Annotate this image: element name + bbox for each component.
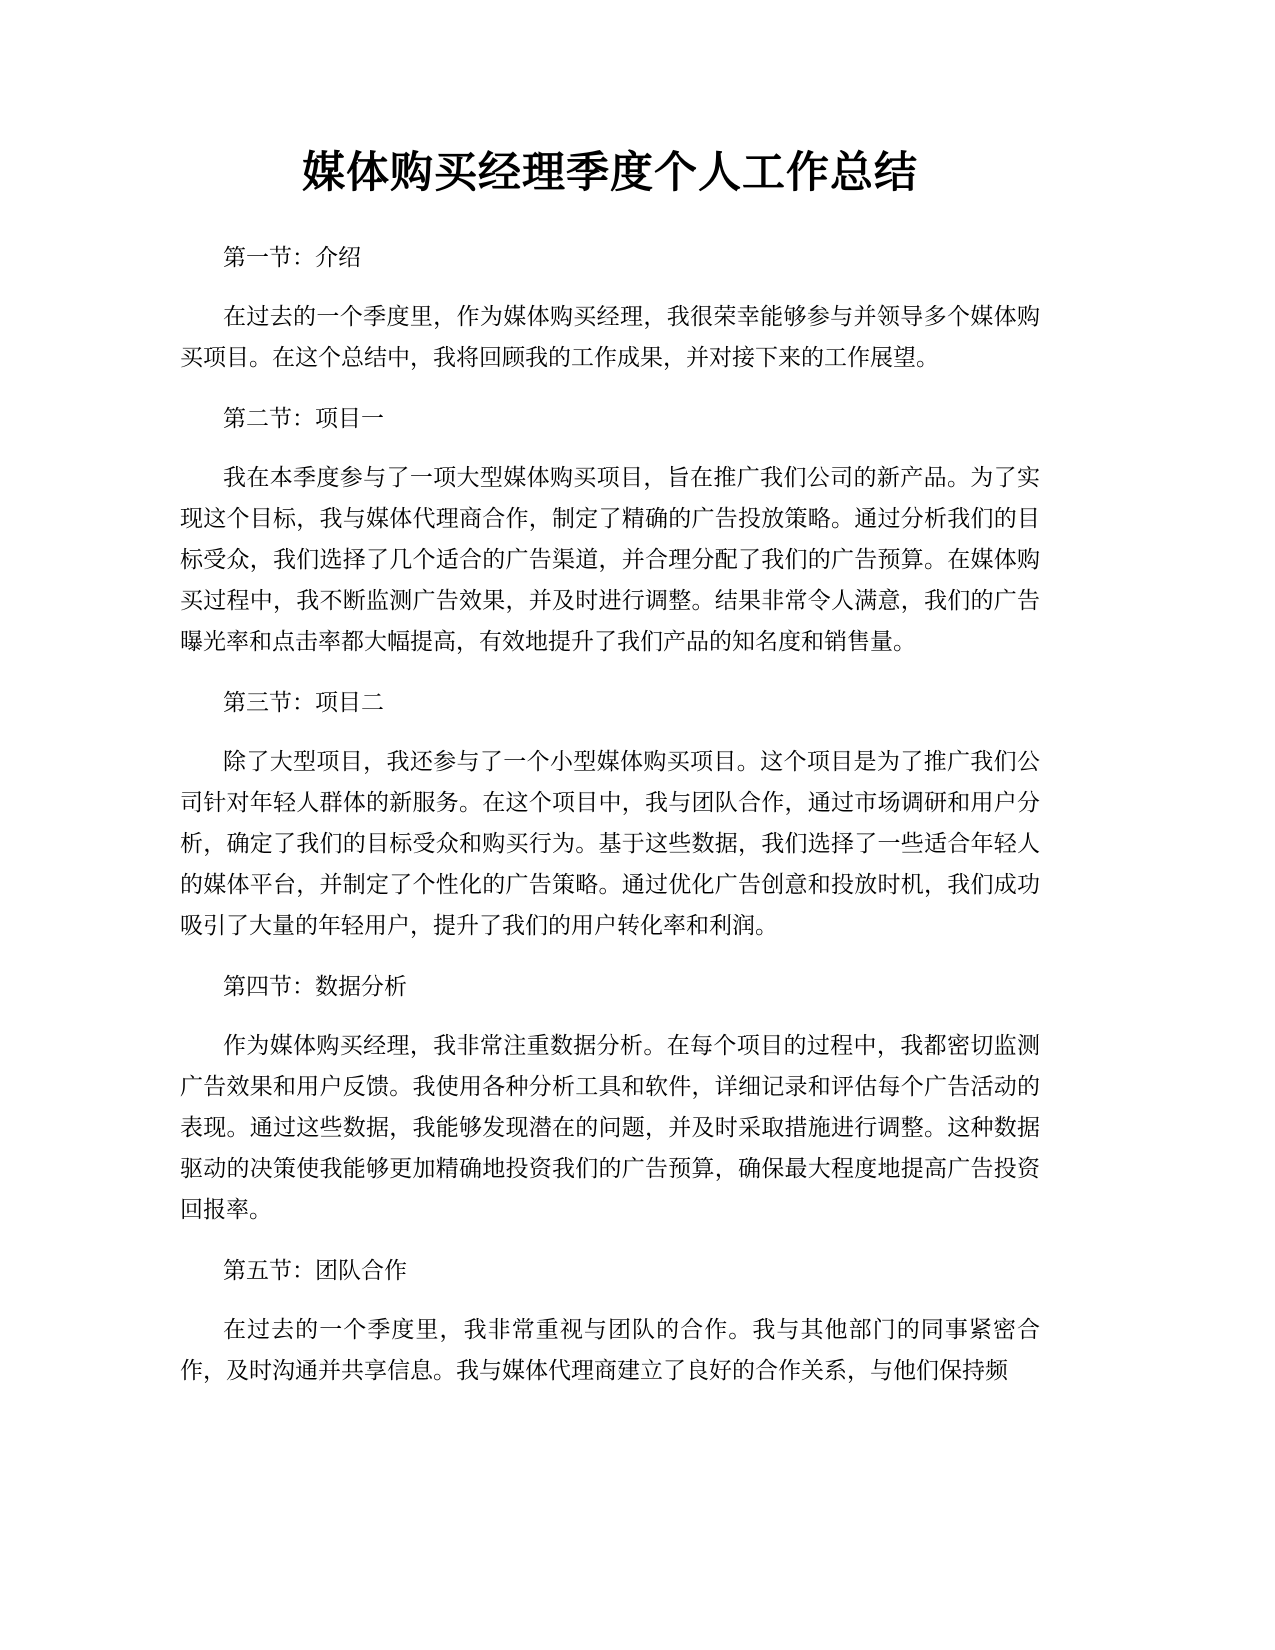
section-heading: 第三节：项目二 [223,690,384,716]
section-project-two [180,683,1040,947]
document-body [180,140,1040,1392]
section-paragraph: 在过去的一个季度里，我非常重视与团队的合作。我与其他部门的同事紧密合作，及时沟通并共享信息。我与媒体代理商建立了良好的合作关系，与他们保持频 [180,1317,1040,1384]
section-project-one [180,399,1040,663]
section-paragraph: 除了大型项目，我还参与了一个小型媒体购买项目。这个项目是为了推广我们公司针对年轻人群体的新服务。在这个项目中，我与团队合作，通过市场调研和用户分析，确定了我们的目标受众和购买行为。基于这些数据，我们选择了一些适合年轻人的媒体平台，并制定了个性化的广告策略。通过优化广告创意和投放时机，我们成功吸引了大量的年轻用户，提升了我们的用户转化率和利润。 [180,749,1040,939]
section-heading: 第一节：介绍 [223,245,361,271]
document-title: 媒体购买经理季度个人工作总结 [302,148,918,198]
section-paragraph: 作为媒体购买经理，我非常注重数据分析。在每个项目的过程中，我都密切监测广告效果和用户反馈。我使用各种分析工具和软件，详细记录和评估每个广告活动的表现。通过这些数据，我能够发现潜在的问题，并及时采取措施进行调整。这种数据驱动的决策使我能够更加精确地投资我们的广告预算，确保最大程度地提高广告投资回报率。 [180,1033,1040,1223]
section-paragraph: 在过去的一个季度里，作为媒体购买经理，我很荣幸能够参与并领导多个媒体购买项目。在这个总结中，我将回顾我的工作成果，并对接下来的工作展望。 [180,304,1040,371]
section-heading: 第二节：项目一 [223,406,384,432]
section-heading: 第五节：团队合作 [223,1258,407,1284]
section-data-analysis [180,967,1040,1231]
section-paragraph: 我在本季度参与了一项大型媒体购买项目，旨在推广我们公司的新产品。为了实现这个目标，我与媒体代理商合作，制定了精确的广告投放策略。通过分析我们的目标受众，我们选择了几个适合的广告渠道，并合理分配了我们的广告预算。在媒体购买过程中，我不断监测广告效果，并及时进行调整。结果非常令人满意，我们的广告曝光率和点击率都大幅提高，有效地提升了我们产品的知名度和销售量。 [180,465,1040,655]
section-intro [180,238,1040,379]
section-teamwork [180,1251,1040,1392]
section-heading: 第四节：数据分析 [223,974,407,1000]
